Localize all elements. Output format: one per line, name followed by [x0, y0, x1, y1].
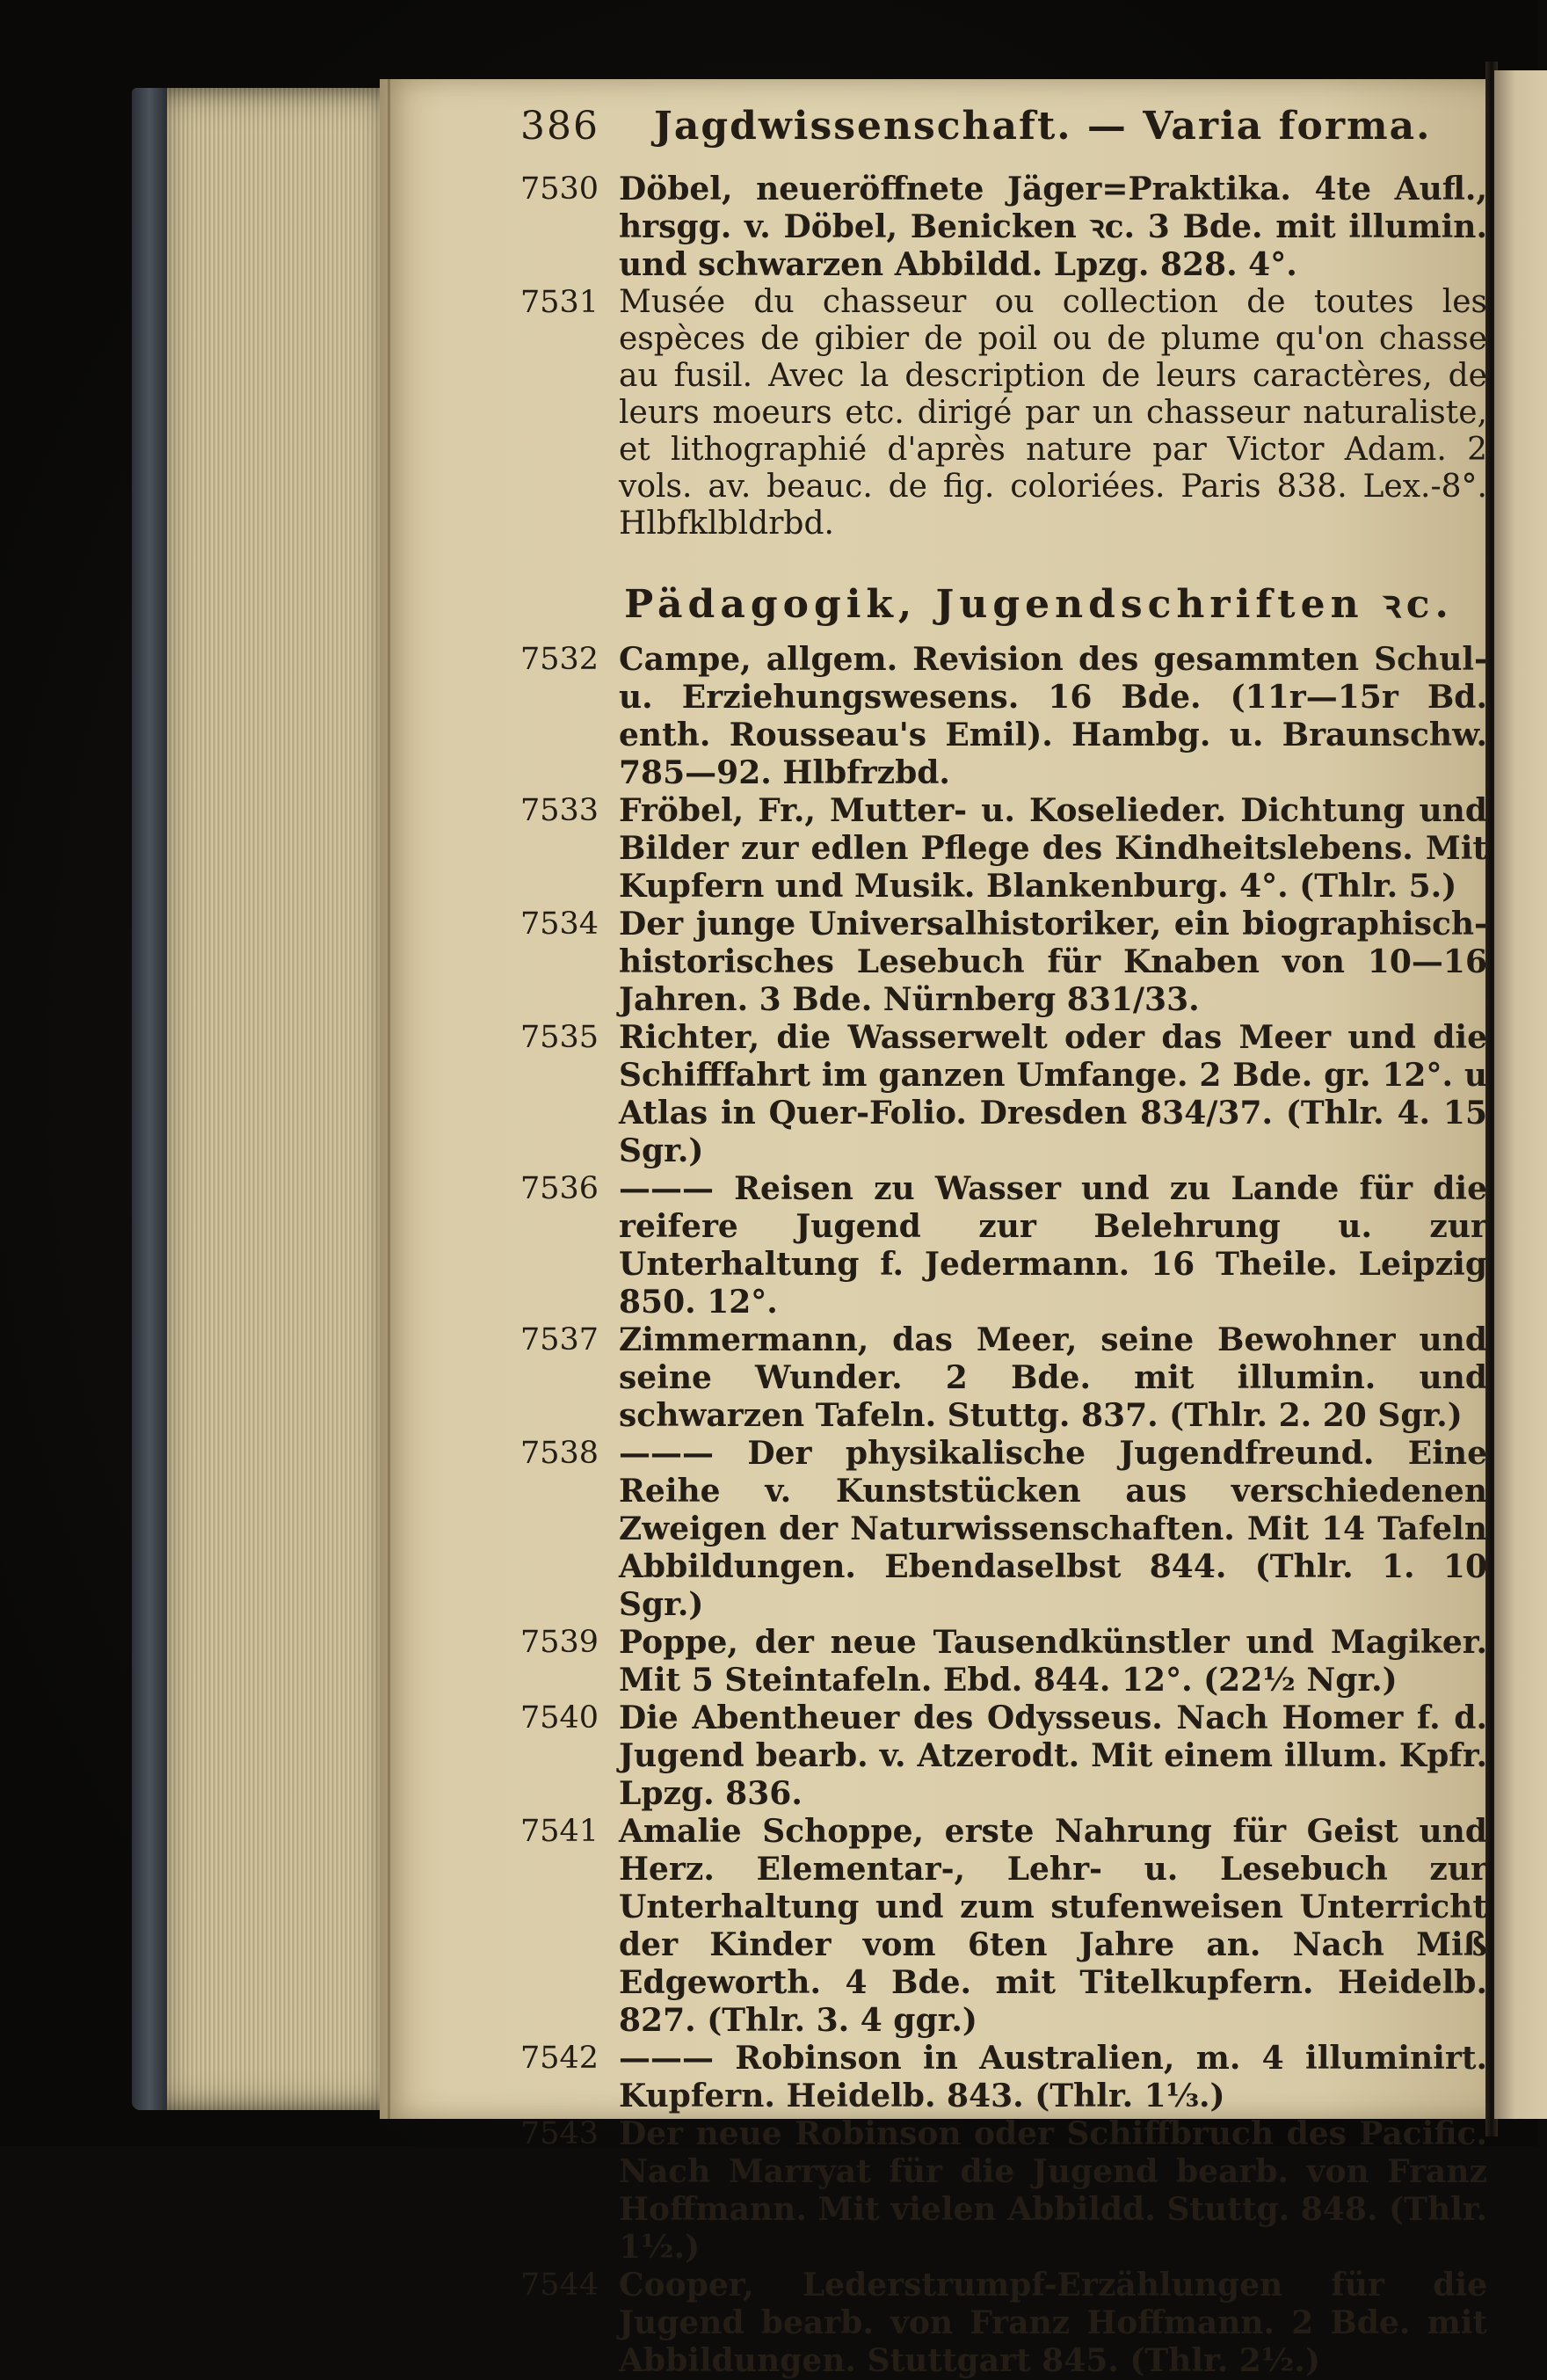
catalog-entry — [520, 1699, 1487, 1813]
entries-list — [520, 641, 1487, 2380]
entry-text: Fröbel, Fr., Mutter- u. Koselieder. Dichtung und Bilder zur edlen Pflege des Kindheitslebens. Mit Kupfern und Musik. Blankenburg. 4°. (Thlr. 5.) — [619, 792, 1487, 905]
catalog-entry — [520, 792, 1487, 906]
entry-text: Der neue Robinson oder Schiffbruch des Pacific. Nach Marryat für die Jugend bearb. von Franz Hoffmann. Mit vielen Abbildd. Stuttg. 848. (Thlr. 1½.) — [619, 2115, 1487, 2266]
entry-number: 7531 — [520, 285, 599, 320]
entry-number: 7537 — [520, 1322, 599, 1357]
running-title: Jagdwissenschaft. — Varia forma. — [654, 104, 1432, 149]
entry-text: ——— Der physikalische Jugendfreund. Eine Reihe v. Kunststücken aus verschiedenen Zweigen der Naturwissenschaften. Mit 14 Tafeln Abbildungen. Ebendaselbst 844. (Thlr. 1. 10 Sgr.) — [619, 1435, 1487, 1623]
catalog-entry — [520, 1019, 1487, 1170]
entry-text: Cooper, Lederstrumpf-Erzählungen für die Jugend bearb. von Franz Hoffmann. 2 Bde. mit Abbildungen. Stuttgart 845. (Thlr. 2½.) — [619, 2267, 1487, 2379]
catalog-entry — [520, 2040, 1487, 2115]
catalog-entry — [520, 906, 1487, 1019]
running-header — [520, 104, 1487, 171]
entry-number: 7543 — [520, 2116, 599, 2151]
entry-number: 7539 — [520, 1625, 599, 1660]
catalog-entry — [520, 641, 1487, 792]
entry-number: 7534 — [520, 906, 599, 942]
catalog-entry — [520, 1813, 1487, 2040]
entry-text: ——— Reisen zu Wasser und zu Lande für die reifere Jugend zur Belehrung u. zur Unterhaltung f. Jedermann. 16 Theile. Leipzig 850. 12°. — [619, 1170, 1487, 1321]
entry-text: Richter, die Wasserwelt oder das Meer und die Schifffahrt im ganzen Umfange. 2 Bde. gr. 12°. u Atlas in Quer-Folio. Dresden 834/37. (Thlr. 4. 15 Sgr.) — [619, 1019, 1487, 1169]
catalog-entry — [520, 1321, 1487, 1435]
entry-text: ——— Robinson in Australien, m. 4 illuminirt. Kupfern. Heidelb. 843. (Thlr. 1⅓.) — [619, 2040, 1487, 2114]
entries-before-list — [520, 171, 1487, 542]
catalog-entry — [520, 1624, 1487, 1699]
entry-number: 7540 — [520, 1700, 599, 1736]
entry-text: Campe, allgem. Revision des gesammten Schul- u. Erziehungswesens. 16 Bde. (11r—15r Bd. enth. Rousseau's Emil). Hambg. u. Braunschw. 785—92. Hlbfrzbd. — [619, 641, 1487, 791]
page-text-block — [520, 104, 1487, 2380]
entry-number: 7533 — [520, 793, 599, 828]
entry-text: Die Abentheuer des Odysseus. Nach Homer f. d. Jugend bearb. v. Atzerodt. Mit einem illum. Kpfr. Lpzg. 836. — [619, 1699, 1487, 1812]
entry-number: 7538 — [520, 1436, 599, 1471]
entry-text: Amalie Schoppe, erste Nahrung für Geist und Herz. Elementar-, Lehr- u. Lesebuch zur Unterhaltung und zum stufenweisen Unterricht der Kinder vom 6ten Jahre an. Nach Miß Edgeworth. 4 Bde. mit Titelkupfern. Heidelb. 827. (Thlr. 3. 4 ggr.) — [619, 1813, 1487, 2039]
section-heading: Pädagogik, Jugendschriften ꝛc. — [624, 582, 1454, 627]
entry-text: Musée du chasseur ou collection de toutes les espèces de gibier de poil ou de plume qu'on chasse au fusil. Avec la description de leurs caractères, de leurs moeurs etc. dirigé par un chasseur naturaliste, et lithographié d'après nature par Victor Adam. 2 vols. av. beauc. de fig. coloriées. Paris 838. Lex.-8°. Hlbfklbldrbd. — [619, 284, 1487, 542]
page-fold-line — [388, 79, 390, 2119]
entry-text: Der junge Universalhistoriker, ein biographisch-historisches Lesebuch für Knaben von 10—16 Jahren. 3 Bde. Nürnberg 831/33. — [619, 906, 1487, 1018]
entry-text: Döbel, neueröffnete Jäger=Praktika. 4te Aufl., hrsgg. v. Döbel, Benicken ꝛc. 3 Bde. mit illumin. und schwarzen Abbildd. Lpzg. 828. 4°. — [619, 171, 1487, 283]
entry-number: 7530 — [520, 171, 599, 207]
entry-number: 7535 — [520, 1020, 599, 1055]
catalog-entry — [520, 2115, 1487, 2267]
entry-text: Poppe, der neue Tausendkünstler und Magiker. Mit 5 Steintafeln. Ebd. 844. 12°. (22½ Ngr.) — [619, 1624, 1487, 1699]
next-page-fragment — [1494, 70, 1547, 2119]
entry-number: 7541 — [520, 1814, 599, 1849]
page-number: 386 — [520, 104, 599, 149]
entry-number: 7544 — [520, 2267, 599, 2303]
entry-number: 7532 — [520, 642, 599, 677]
catalog-entry — [520, 2267, 1487, 2380]
entry-text: Zimmermann, das Meer, seine Bewohner und seine Wunder. 2 Bde. mit illumin. und schwarzen Tafeln. Stuttg. 837. (Thlr. 2. 20 Sgr.) — [619, 1321, 1487, 1434]
book-page-edges — [132, 88, 387, 2110]
entry-number: 7536 — [520, 1171, 599, 1206]
entry-number: 7542 — [520, 2041, 599, 2076]
catalog-entry — [520, 284, 1487, 542]
catalog-entry — [520, 1435, 1487, 1624]
catalog-entry — [520, 171, 1487, 284]
catalog-entry — [520, 1170, 1487, 1321]
